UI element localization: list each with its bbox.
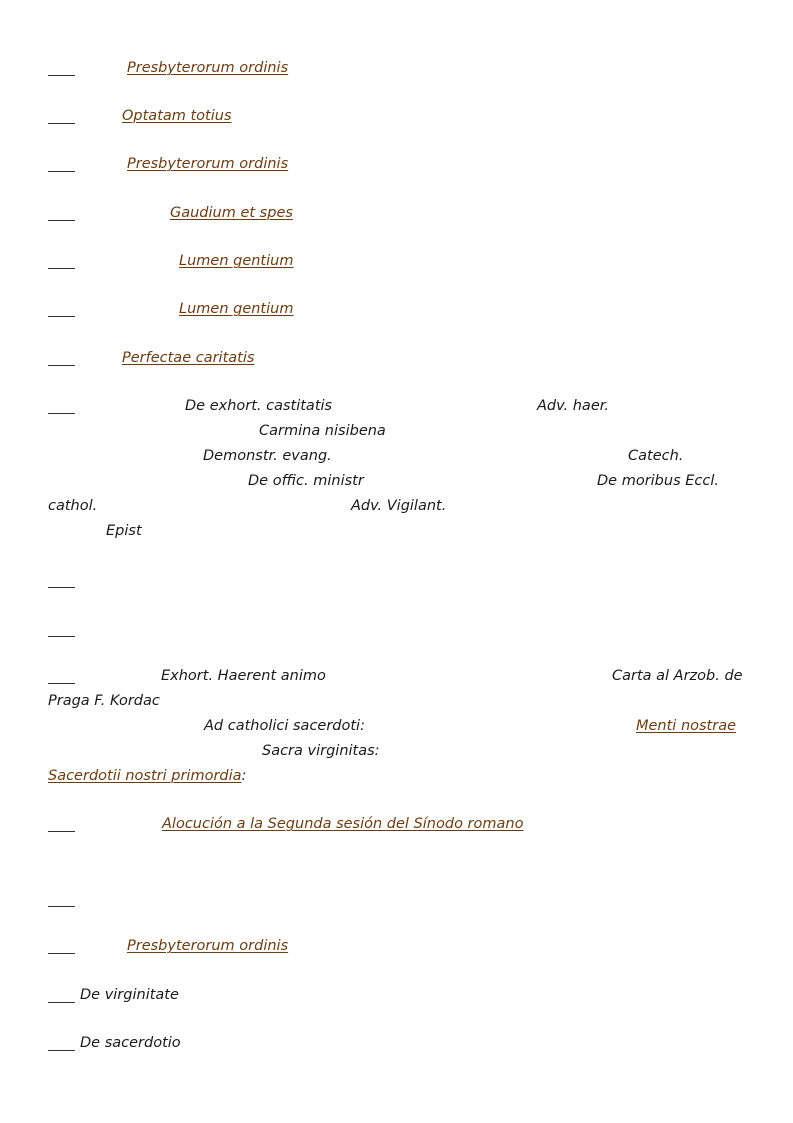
footnote-link[interactable]: Optatam totius — [122, 108, 232, 124]
footnote-link[interactable]: Lumen gentium — [179, 301, 294, 317]
citation-text: Exhort. Haerent animo — [161, 668, 326, 684]
footnote-marker — [48, 123, 75, 124]
footnote-link[interactable]: Gaudium et spes — [170, 205, 293, 221]
citation-text: cathol. — [48, 498, 98, 514]
citation-text: De virginitate — [80, 987, 179, 1003]
citation-text: Carta al Arzob. de — [612, 668, 743, 684]
footnote-link[interactable]: Presbyterorum ordinis — [127, 60, 289, 76]
citation-text: Adv. Vigilant. — [351, 498, 447, 514]
footnote-link[interactable]: Menti nostrae — [636, 718, 737, 734]
footnote-marker — [48, 683, 75, 684]
footnote-marker — [48, 268, 75, 269]
citation-text: Epist — [106, 523, 142, 539]
footnote-marker — [48, 75, 75, 76]
footnote-link[interactable]: Presbyterorum ordinis — [127, 156, 289, 172]
footnote-marker — [48, 365, 75, 366]
citation-text: Praga F. Kordac — [48, 693, 160, 709]
citation-text: De exhort. castitatis — [185, 398, 333, 414]
footnote-marker — [48, 220, 75, 221]
footnote-marker — [48, 1002, 75, 1003]
citation-text: De sacerdotio — [80, 1035, 181, 1051]
footnote-marker — [48, 1050, 75, 1051]
citation-text: De offic. ministr — [248, 473, 364, 489]
footnote-marker — [48, 316, 75, 317]
footnote-marker — [48, 831, 75, 832]
footnote-link[interactable]: Lumen gentium — [179, 253, 294, 269]
footnote-marker — [48, 953, 75, 954]
footnote-marker — [48, 636, 75, 637]
citation-text: Catech. — [628, 448, 684, 464]
footnote-marker — [48, 171, 75, 172]
footnote-marker — [48, 587, 75, 588]
citation-text: Adv. haer. — [537, 398, 609, 414]
footnote-link[interactable]: Alocución a la Segunda sesión del Sínodo romano — [162, 816, 524, 832]
citation-text: Ad catholici sacerdoti: — [204, 718, 365, 734]
footnote-link[interactable]: Perfectae caritatis — [122, 350, 255, 366]
citation-line — [48, 767, 246, 785]
citation-text: Sacra virginitas: — [262, 743, 380, 759]
footnote-marker — [48, 906, 75, 907]
footnote-marker — [48, 413, 75, 414]
citation-text: Demonstr. evang. — [203, 448, 332, 464]
colon-text: : — [241, 768, 247, 784]
footnote-link[interactable]: Sacerdotii nostri primordia — [48, 768, 242, 784]
citation-text: Carmina nisibena — [259, 423, 386, 439]
footnote-link[interactable]: Presbyterorum ordinis — [127, 938, 289, 954]
citation-text: De moribus Eccl. — [597, 473, 719, 489]
